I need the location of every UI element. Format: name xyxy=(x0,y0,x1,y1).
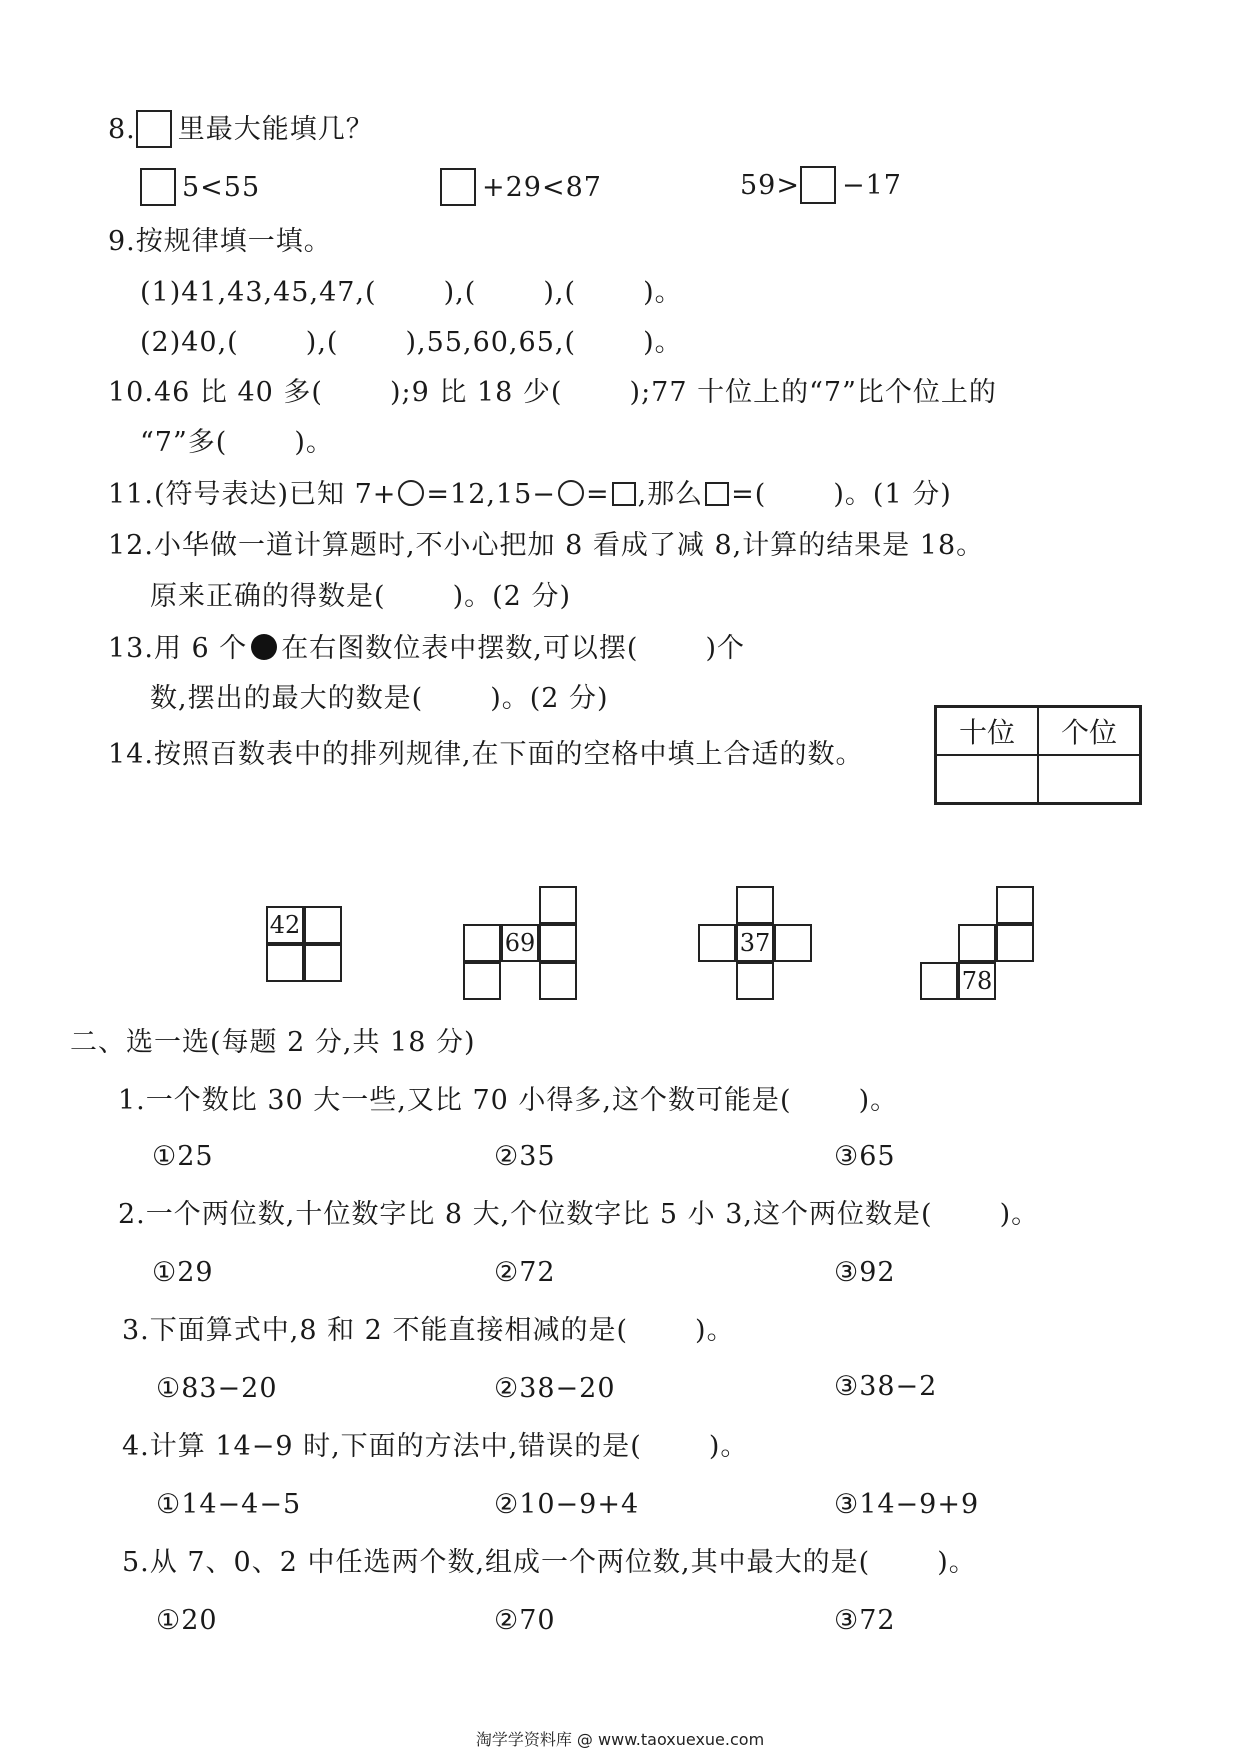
q9-line2: (2)40,( ),( ),55,60,65,( )。 xyxy=(140,327,683,358)
tens-cell[interactable] xyxy=(936,755,1039,804)
grid4-cell[interactable] xyxy=(920,962,958,1000)
square-symbol-icon xyxy=(705,482,729,506)
grid4-cell[interactable] xyxy=(958,924,996,962)
mc-q1-opt2[interactable]: ②35 xyxy=(494,1141,556,1172)
mc-q3-opt2[interactable]: ②38−20 xyxy=(494,1373,616,1404)
q8-a xyxy=(140,168,260,206)
q12-line1: 12.小华做一道计算题时,不小心把加 8 看成了减 8,计算的结果是 18。 xyxy=(108,530,985,561)
q8-c-pre: 59> xyxy=(740,170,800,201)
mc-q3: 3.下面算式中,8 和 2 不能直接相减的是( )。 xyxy=(122,1315,735,1346)
bead-dot-icon xyxy=(251,634,277,660)
q8-a-text: 5<55 xyxy=(182,172,261,203)
grid1-cell[interactable] xyxy=(304,906,342,944)
grid4-cell[interactable] xyxy=(996,886,1034,924)
grid2-cell[interactable] xyxy=(463,924,501,962)
mc-q3-opt3[interactable]: ③38−2 xyxy=(834,1371,938,1402)
tens-header: 十位 xyxy=(936,707,1039,756)
square-symbol-icon xyxy=(612,482,636,506)
q14-title: 14.按照百数表中的排列规律,在下面的空格中填上合适的数。 xyxy=(108,739,864,770)
q8-number: 8. xyxy=(108,114,136,145)
q8-title xyxy=(108,110,374,148)
mc-q2-opt2[interactable]: ②72 xyxy=(494,1257,556,1288)
grid2-cell[interactable] xyxy=(463,962,501,1000)
grid3-cell: 37 xyxy=(736,924,774,962)
grid1-cell[interactable] xyxy=(266,944,304,982)
mc-q5-opt1[interactable]: ①20 xyxy=(156,1605,218,1636)
q8-b-box[interactable] xyxy=(440,168,476,206)
circle-symbol-icon xyxy=(558,480,584,506)
grid3-cell[interactable] xyxy=(774,924,812,962)
footer-watermark: 淘学学资料库 @ www.taoxuexue.com xyxy=(475,1730,765,1749)
q8-a-box[interactable] xyxy=(140,168,176,206)
grid3-cell[interactable] xyxy=(698,924,736,962)
q10-line2: “7”多( )。 xyxy=(140,427,334,458)
mc-q4-opt2[interactable]: ②10−9+4 xyxy=(494,1489,640,1520)
q9-title: 9.按规律填一填。 xyxy=(108,226,332,257)
q13-p1: 13.用 6 个 xyxy=(108,633,248,664)
grid2-cell[interactable] xyxy=(539,924,577,962)
mc-q4-opt3[interactable]: ③14−9+9 xyxy=(834,1489,980,1520)
grid3-cell[interactable] xyxy=(736,886,774,924)
grid2-cell[interactable] xyxy=(539,962,577,1000)
grid1-cell[interactable] xyxy=(304,944,342,982)
q8-b-text: +29<87 xyxy=(482,172,602,203)
mc-q2-opt3[interactable]: ③92 xyxy=(834,1257,896,1288)
q8-title-text: 里最大能填几？ xyxy=(177,114,374,145)
grid2-cell[interactable] xyxy=(539,886,577,924)
q8-c-box[interactable] xyxy=(800,166,836,204)
q11-p2: =12,15− xyxy=(426,479,556,510)
place-value-table xyxy=(934,705,1142,805)
ones-cell[interactable] xyxy=(1038,755,1141,804)
q11-p3: = xyxy=(585,479,610,510)
mc-q2: 2.一个两位数,十位数字比 8 大,个位数字比 5 小 3,这个两位数是( )。 xyxy=(118,1199,1040,1230)
q10-line1: 10.46 比 40 多( );9 比 18 少( );77 十位上的“7”比个位上的 xyxy=(108,377,997,408)
ones-header: 个位 xyxy=(1038,707,1141,756)
q13-line2: 数,摆出的最大的数是( )。(2 分) xyxy=(150,683,609,714)
q11-line xyxy=(108,478,952,512)
mc-q2-opt1[interactable]: ①29 xyxy=(152,1257,214,1288)
mc-q4-opt1[interactable]: ①14−4−5 xyxy=(156,1489,302,1520)
grid3-cell[interactable] xyxy=(736,962,774,1000)
grid1-cell: 42 xyxy=(266,906,304,944)
q8-c-post: −17 xyxy=(841,170,902,201)
q11-p4: ,那么 xyxy=(637,479,704,510)
mc-q4: 4.计算 14−9 时,下面的方法中,错误的是( )。 xyxy=(122,1431,749,1462)
q8-title-box xyxy=(136,110,172,148)
mc-q5-opt3[interactable]: ③72 xyxy=(834,1605,896,1636)
grid4-cell[interactable] xyxy=(996,924,1034,962)
mc-q5-opt2[interactable]: ②70 xyxy=(494,1605,556,1636)
q8-c xyxy=(740,166,902,204)
q13-p2: 在右图数位表中摆数,可以摆( )个 xyxy=(281,633,746,664)
section2-title: 二、选一选(每题 2 分,共 18 分) xyxy=(70,1027,476,1058)
grid2-cell: 69 xyxy=(501,924,539,962)
mc-q3-opt1[interactable]: ①83−20 xyxy=(156,1373,278,1404)
grid4-cell: 78 xyxy=(958,962,996,1000)
q9-line1: (1)41,43,45,47,( ),( ),( )。 xyxy=(140,277,683,308)
mc-q1-opt1[interactable]: ①25 xyxy=(152,1141,214,1172)
q11-p5: =( )。(1 分) xyxy=(731,479,952,510)
q11-p1: 11.(符号表达)已知 7+ xyxy=(108,479,397,510)
mc-q1-opt3[interactable]: ③65 xyxy=(834,1141,896,1172)
q12-line2: 原来正确的得数是( )。(2 分) xyxy=(150,581,571,612)
mc-q1: 1.一个数比 30 大一些,又比 70 小得多,这个数可能是( )。 xyxy=(118,1085,899,1116)
q13-line1 xyxy=(108,632,745,666)
mc-q5: 5.从 7、0、2 中任选两个数,组成一个两位数,其中最大的是( )。 xyxy=(122,1547,977,1578)
circle-symbol-icon xyxy=(398,480,424,506)
q8-b xyxy=(440,168,602,206)
